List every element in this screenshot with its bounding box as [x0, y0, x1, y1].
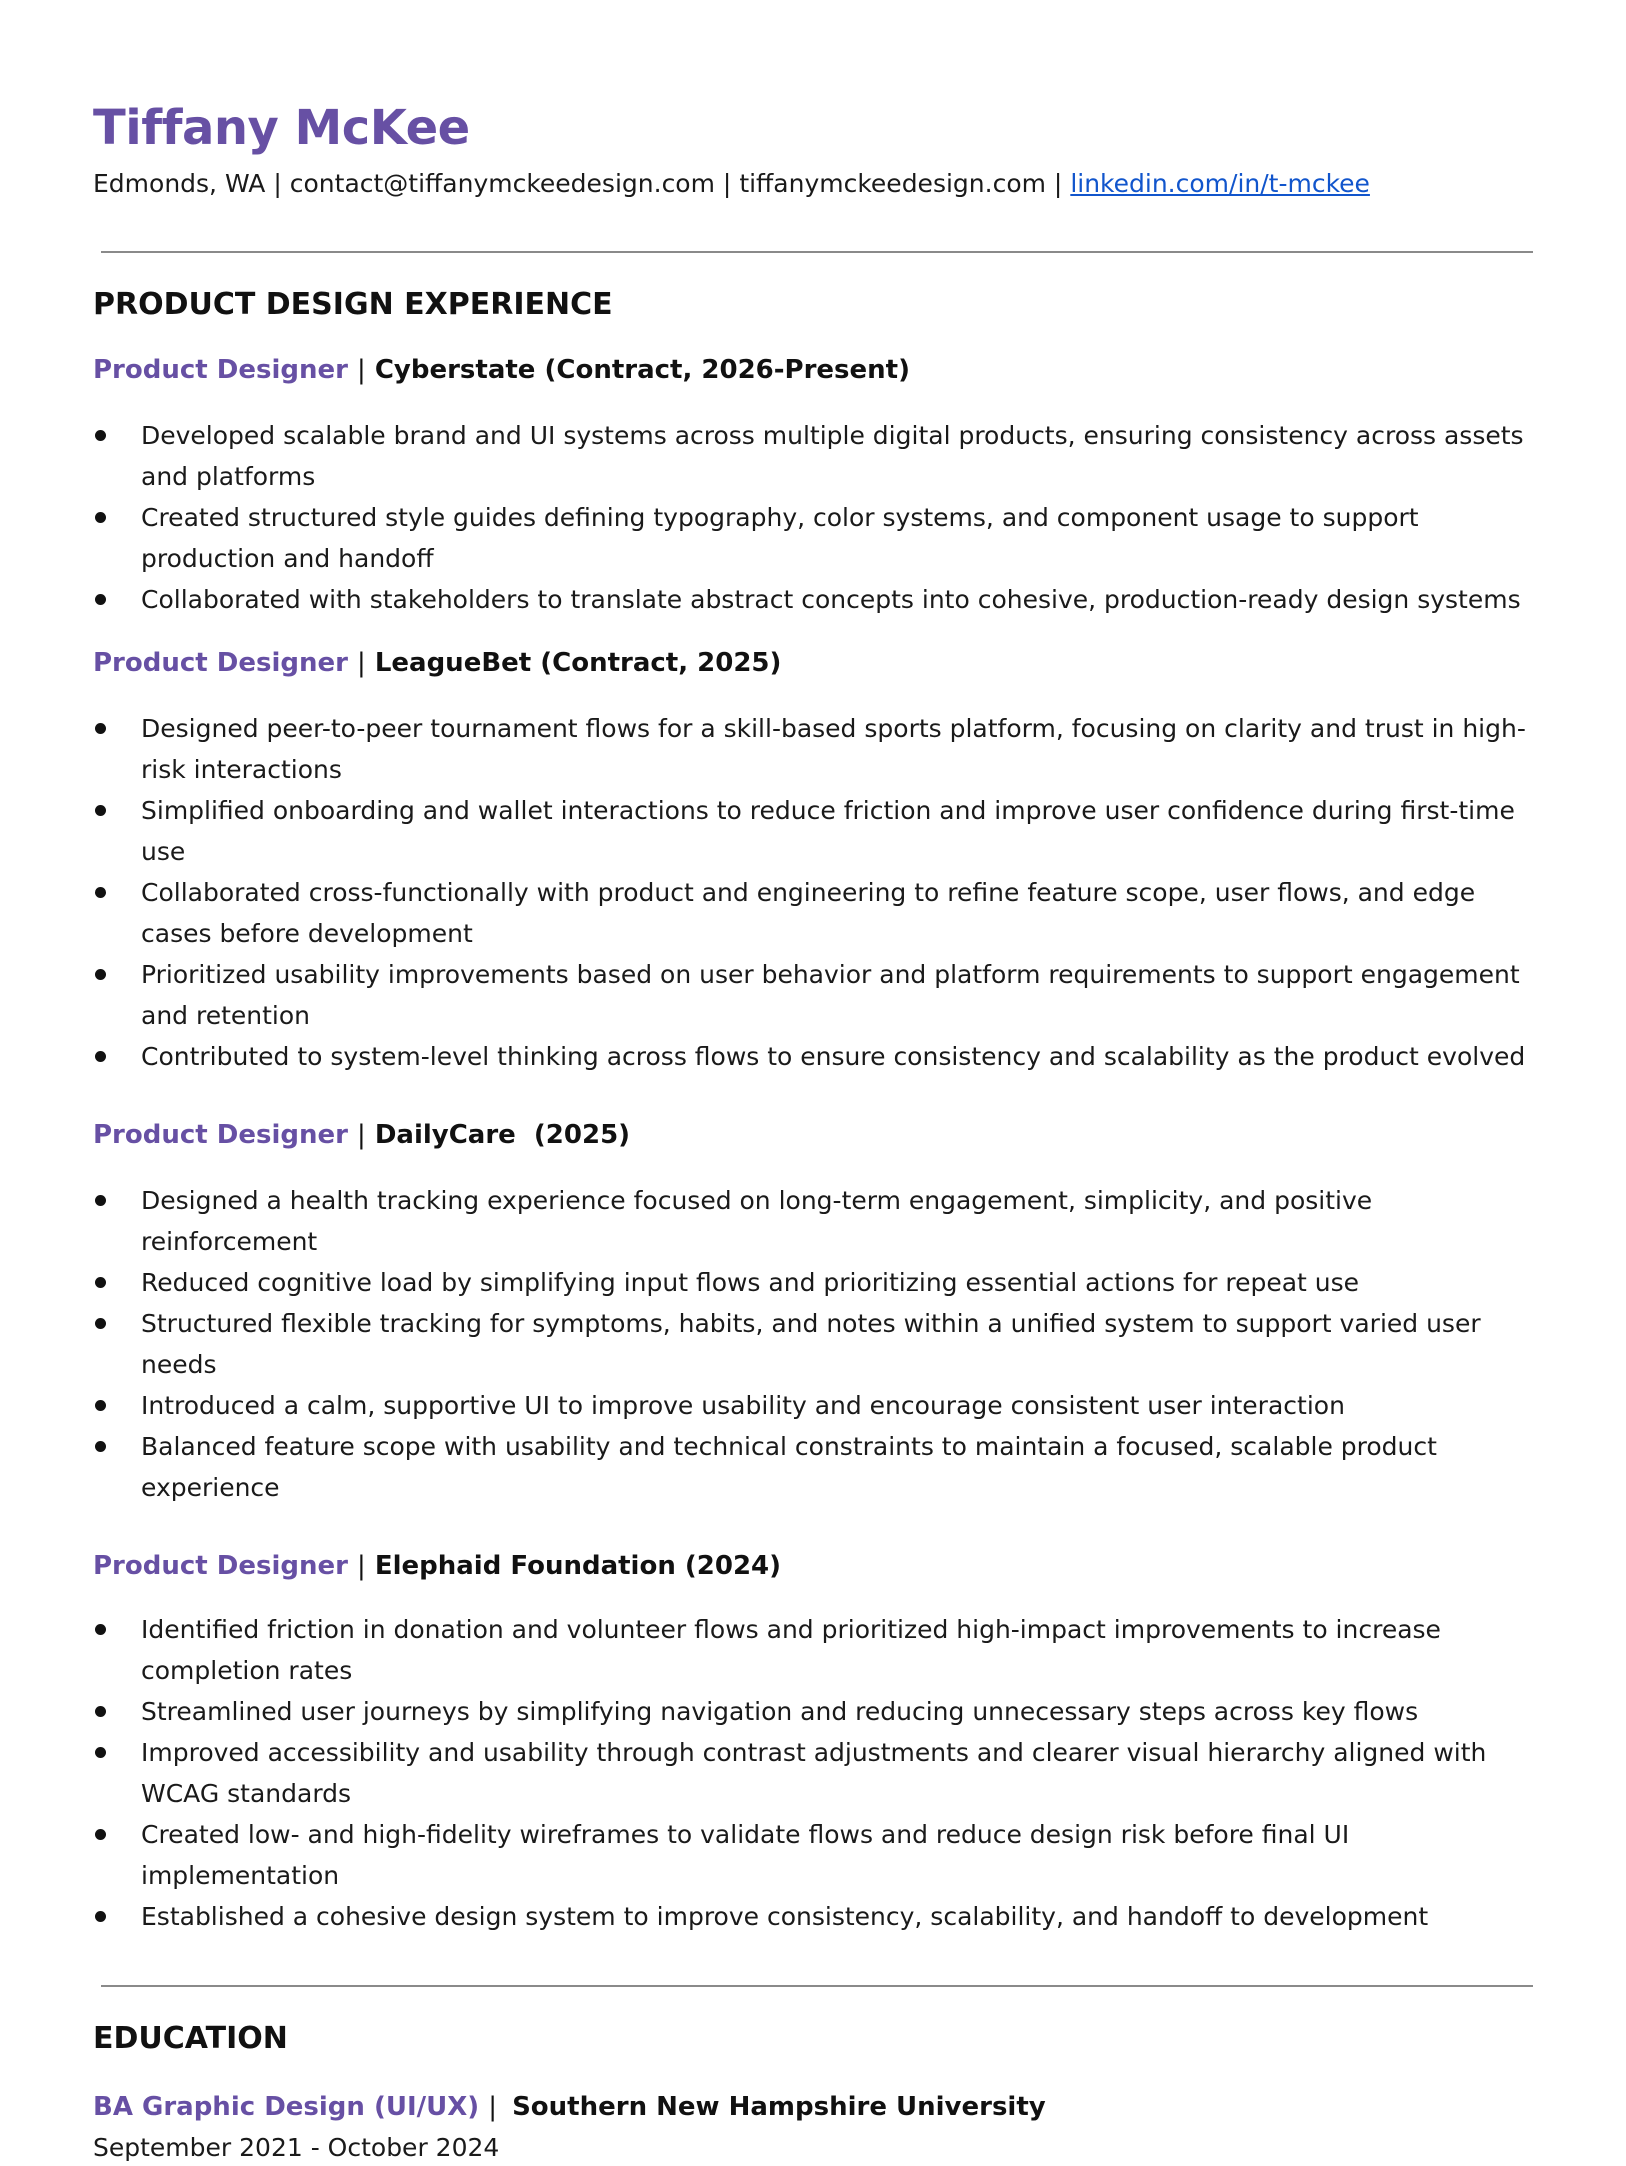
list-item: [93, 497, 1533, 579]
degree: BA Graphic Design (UI/UX): [93, 2092, 480, 2122]
contact-separator: |: [273, 169, 282, 198]
bullet-icon: [95, 1051, 106, 1062]
job-heading: [93, 352, 1533, 388]
bullet-text: Created low- and high-fidelity wireframes to validate flows and reduce design risk before final UI implementation: [141, 1820, 1350, 1890]
bullet-text: Designed peer-to-peer tournament flows for a skill-based sports platform, focusing on clarity and trust in high-risk interactions: [141, 714, 1526, 784]
bullet-icon: [95, 1441, 106, 1452]
job-company: LeagueBet (Contract, 2025): [374, 648, 782, 678]
website: tiffanymckeedesign.com: [739, 169, 1046, 198]
job-heading: [93, 1117, 1533, 1153]
job-company: Elephaid Foundation (2024): [374, 1551, 782, 1581]
bullet-icon: [95, 1195, 106, 1206]
bullet-text: Contributed to system-level thinking across flows to ensure consistency and scalability as the product evolved: [141, 1042, 1526, 1071]
bullet-text: Balanced feature scope with usability and technical constraints to maintain a focused, scalable product experience: [141, 1432, 1437, 1502]
bullet-icon: [95, 805, 106, 816]
location: Edmonds, WA: [93, 169, 266, 198]
list-item: [93, 872, 1533, 954]
job-company: Cyberstate (Contract, 2026-Present): [374, 355, 910, 385]
list-item: [93, 1609, 1533, 1691]
bullet-icon: [95, 1829, 106, 1840]
bullet-icon: [95, 512, 106, 523]
job-entry: [93, 1548, 1533, 1937]
job-bullets: [93, 415, 1533, 620]
job-role: Product Designer: [93, 1120, 348, 1150]
education-heading: [93, 2089, 1533, 2125]
list-item: [93, 790, 1533, 872]
job-bullets: [93, 708, 1533, 1077]
job-company: DailyCare (2025): [374, 1120, 631, 1150]
list-item: [93, 1732, 1533, 1814]
list-item: [93, 1691, 1533, 1732]
bullet-icon: [95, 1318, 106, 1329]
bullet-text: Prioritized usability improvements based on user behavior and platform requirements to support engagement and retention: [141, 960, 1520, 1030]
job-separator: |: [357, 1551, 366, 1581]
list-item: [93, 1814, 1533, 1896]
bullet-text: Collaborated cross-functionally with product and engineering to refine feature scope, user flows, and edge cases before development: [141, 878, 1476, 948]
bullet-text: Identified friction in donation and volunteer flows and prioritized high-impact improvements to increase completion rates: [141, 1615, 1441, 1685]
list-item: [93, 1896, 1533, 1937]
bullet-text: Reduced cognitive load by simplifying input flows and prioritizing essential actions for repeat use: [141, 1268, 1360, 1297]
list-item: [93, 1303, 1533, 1385]
bullet-icon: [95, 1624, 106, 1635]
job-entry: [93, 352, 1533, 620]
education-separator: |: [488, 2092, 498, 2122]
bullet-text: Created structured style guides defining typography, color systems, and component usage to support production and handoff: [141, 503, 1419, 573]
bullet-icon: [95, 1277, 106, 1288]
bullet-icon: [95, 1911, 106, 1922]
list-item: [93, 1180, 1533, 1262]
candidate-name: Tiffany McKee: [93, 100, 470, 156]
education-dates: September 2021 - October 2024: [93, 2133, 500, 2162]
job-bullets: [93, 1180, 1533, 1508]
job-separator: |: [357, 648, 366, 678]
bullet-icon: [95, 594, 106, 605]
list-item: [93, 1385, 1533, 1426]
bullet-text: Designed a health tracking experience focused on long-term engagement, simplicity, and positive reinforcement: [141, 1186, 1373, 1256]
bullet-text: Established a cohesive design system to improve consistency, scalability, and handoff to development: [141, 1902, 1429, 1931]
list-item: [93, 579, 1533, 620]
school: Southern New Hampshire University: [512, 2092, 1046, 2122]
bullet-text: Introduced a calm, supportive UI to improve usability and encourage consistent user interaction: [141, 1391, 1345, 1420]
contact-line: [93, 167, 1533, 201]
contact-separator: |: [1053, 169, 1063, 198]
bullet-icon: [95, 1706, 106, 1717]
experience-section-title: PRODUCT DESIGN EXPERIENCE: [93, 287, 613, 322]
bullet-text: Simplified onboarding and wallet interactions to reduce friction and improve user confidence during first-time use: [141, 796, 1515, 866]
list-item: [93, 415, 1533, 497]
job-separator: |: [357, 1120, 366, 1150]
job-entry: [93, 645, 1533, 1077]
bullet-text: Collaborated with stakeholders to translate abstract concepts into cohesive, production-ready design systems: [141, 585, 1521, 614]
list-item: [93, 954, 1533, 1036]
job-bullets: [93, 1609, 1533, 1937]
job-role: Product Designer: [93, 648, 348, 678]
section-divider: [101, 251, 1533, 253]
list-item: [93, 1426, 1533, 1508]
job-entry: [93, 1117, 1533, 1508]
job-separator: |: [357, 355, 366, 385]
linkedin-link[interactable]: linkedin.com/in/t-mckee: [1070, 169, 1370, 198]
bullet-icon: [95, 887, 106, 898]
job-role: Product Designer: [93, 1551, 348, 1581]
bullet-icon: [95, 723, 106, 734]
bullet-icon: [95, 969, 106, 980]
bullet-text: Improved accessibility and usability through contrast adjustments and clearer visual hierarchy aligned with WCAG standards: [141, 1738, 1487, 1808]
bullet-text: Streamlined user journeys by simplifying navigation and reducing unnecessary steps across key flows: [141, 1697, 1419, 1726]
bullet-icon: [95, 1747, 106, 1758]
list-item: [93, 1262, 1533, 1303]
job-heading: [93, 1548, 1533, 1584]
bullet-text: Structured flexible tracking for symptoms, habits, and notes within a unified system to support varied user needs: [141, 1309, 1481, 1379]
education-section-title: EDUCATION: [93, 2021, 288, 2056]
list-item: [93, 1036, 1533, 1077]
list-item: [93, 708, 1533, 790]
job-role: Product Designer: [93, 355, 348, 385]
bullet-icon: [95, 1400, 106, 1411]
section-divider: [101, 1985, 1533, 1987]
job-heading: [93, 645, 1533, 681]
contact-separator: |: [722, 169, 732, 198]
bullet-text: Developed scalable brand and UI systems across multiple digital products, ensuring consistency across assets and platforms: [141, 421, 1524, 491]
bullet-icon: [95, 430, 106, 441]
email: contact@tiffanymckeedesign.com: [289, 169, 715, 198]
